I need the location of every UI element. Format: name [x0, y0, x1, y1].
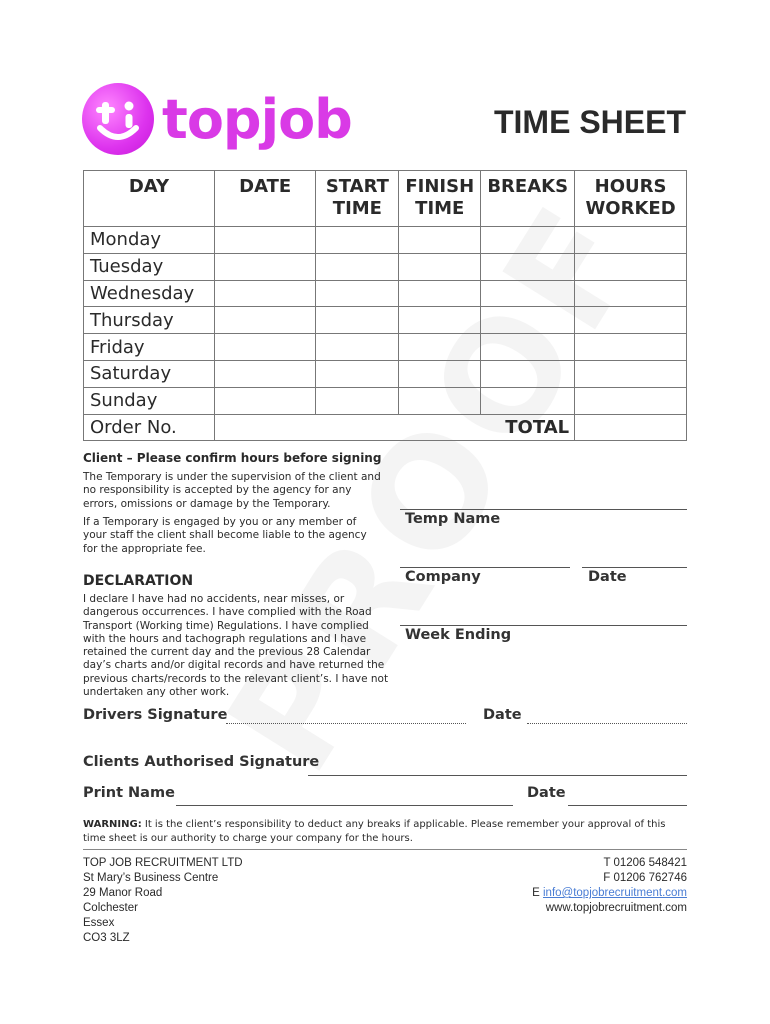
date-cell[interactable]	[214, 280, 316, 307]
temp-name-top-line	[400, 509, 687, 510]
hours-worked-cell[interactable]	[575, 360, 687, 387]
address-line: Essex	[83, 917, 115, 929]
table-row-order	[84, 414, 687, 441]
table-row	[84, 307, 687, 334]
print-name-label: Print Name	[83, 785, 175, 801]
breaks-cell[interactable]	[481, 307, 575, 334]
print-date-field[interactable]	[568, 805, 687, 806]
header-breaks: BREAKS	[481, 171, 575, 227]
page-title: TIME SHEET	[493, 104, 686, 140]
header-hours-worked: HOURS WORKED	[575, 171, 687, 227]
footer-divider	[83, 849, 687, 850]
day-label: Monday	[84, 227, 215, 254]
day-label: Thursday	[84, 307, 215, 334]
header-start-time: START TIME	[316, 171, 399, 227]
footer-address	[83, 856, 243, 946]
total-hours-cell[interactable]	[575, 414, 687, 441]
email-link[interactable]: info@topjobrecruitment.com	[543, 887, 687, 899]
week-ending-field[interactable]	[400, 625, 687, 626]
logo-wordmark: topjob	[162, 88, 352, 151]
breaks-cell[interactable]	[481, 334, 575, 361]
table-row	[84, 280, 687, 307]
temp-name-label: Temp Name	[405, 511, 501, 527]
company-field[interactable]	[400, 567, 570, 568]
date-cell[interactable]	[214, 387, 316, 414]
email-line: E info@topjobrecruitment.com	[532, 887, 687, 899]
time-sheet-table	[83, 170, 687, 441]
header-finish-time: FINISH TIME	[399, 171, 481, 227]
day-label: Wednesday	[84, 280, 215, 307]
footer-contact	[532, 856, 687, 916]
declaration-text: I declare I have had no accidents, near misses, or dangerous occurrences. I have complied with the Road Transport (Working time) Regulations. I have complied with the hours and tachograph regulations and I have retained the current day and the previous 28 Calendar day’s charts and/or digital records and have returned the previous charts/records to the relevant client’s. I have not undertaken any other work.	[83, 593, 389, 699]
breaks-cell[interactable]	[481, 387, 575, 414]
order-no-label: Order No.	[84, 414, 215, 441]
table-header-row	[84, 171, 687, 227]
address-postcode: CO3 3LZ	[83, 932, 130, 944]
hours-worked-cell[interactable]	[575, 280, 687, 307]
smiley-icon	[82, 80, 154, 158]
declaration-heading: DECLARATION	[83, 573, 194, 589]
address-line: Colchester	[83, 902, 138, 914]
header-date: DATE	[214, 171, 316, 227]
finish-time-cell[interactable]	[399, 334, 481, 361]
client-paragraph-1: The Temporary is under the supervision of the client and no responsibility is accepted by the agency for any errors, omissions or damage by the Temporary.	[83, 471, 381, 510]
week-ending-label: Week Ending	[405, 627, 512, 643]
hours-worked-cell[interactable]	[575, 253, 687, 280]
header-day: DAY	[84, 171, 215, 227]
day-label: Sunday	[84, 387, 215, 414]
table-row	[84, 387, 687, 414]
table-row	[84, 360, 687, 387]
company-label: Company	[405, 569, 481, 585]
address-line: 29 Manor Road	[83, 887, 163, 899]
warning-text: WARNING: It is the client’s responsibility to deduct any breaks if applicable. Please remember your approval of this time sheet is our authority to charge your company for the hours.	[83, 819, 666, 844]
start-time-cell[interactable]	[316, 307, 399, 334]
date-label: Date	[588, 569, 627, 585]
clients-signature-label: Clients Authorised Signature	[83, 754, 320, 770]
start-time-cell[interactable]	[316, 280, 399, 307]
day-label: Friday	[84, 334, 215, 361]
print-name-field[interactable]	[176, 805, 513, 806]
finish-time-cell[interactable]	[399, 307, 481, 334]
finish-time-cell[interactable]	[399, 280, 481, 307]
table-row	[84, 227, 687, 254]
drivers-signature-field[interactable]	[226, 723, 466, 724]
hours-worked-cell[interactable]	[575, 227, 687, 254]
topjob-logo	[82, 80, 352, 160]
date-cell[interactable]	[214, 307, 316, 334]
breaks-cell[interactable]	[481, 227, 575, 254]
start-time-cell[interactable]	[316, 227, 399, 254]
website[interactable]: www.topjobrecruitment.com	[545, 902, 687, 914]
start-time-cell[interactable]	[316, 334, 399, 361]
breaks-cell[interactable]	[481, 280, 575, 307]
start-time-cell[interactable]	[316, 387, 399, 414]
date-cell[interactable]	[214, 227, 316, 254]
warning-label: WARNING:	[83, 819, 142, 830]
clients-signature-field[interactable]	[308, 775, 687, 776]
date-cell[interactable]	[214, 334, 316, 361]
date-cell[interactable]	[214, 360, 316, 387]
date-cell[interactable]	[214, 253, 316, 280]
address-line: St Mary’s Business Centre	[83, 872, 219, 884]
breaks-cell[interactable]	[481, 253, 575, 280]
client-paragraph-2: If a Temporary is engaged by you or any member of your staff the client shall become liable to the agency for the appropriate fee.	[83, 516, 367, 555]
date-field[interactable]	[582, 567, 687, 568]
finish-time-cell[interactable]	[399, 387, 481, 414]
table-row	[84, 253, 687, 280]
hours-worked-cell[interactable]	[575, 307, 687, 334]
fax: F 01206 762746	[603, 872, 687, 884]
breaks-cell[interactable]	[481, 360, 575, 387]
print-date-label: Date	[527, 785, 566, 801]
company-name: TOP JOB RECRUITMENT LTD	[83, 857, 243, 869]
start-time-cell[interactable]	[316, 360, 399, 387]
finish-time-cell[interactable]	[399, 253, 481, 280]
client-heading: Client – Please confirm hours before signing	[83, 451, 382, 465]
table-row	[84, 334, 687, 361]
finish-time-cell[interactable]	[399, 227, 481, 254]
drivers-signature-label: Drivers Signature	[83, 707, 228, 723]
start-time-cell[interactable]	[316, 253, 399, 280]
finish-time-cell[interactable]	[399, 360, 481, 387]
drivers-date-field[interactable]	[527, 723, 687, 724]
day-label: Saturday	[84, 360, 215, 387]
hours-worked-cell[interactable]	[575, 334, 687, 361]
hours-worked-cell[interactable]	[575, 387, 687, 414]
drivers-date-label: Date	[483, 707, 522, 723]
total-label: TOTAL	[214, 414, 574, 441]
day-label: Tuesday	[84, 253, 215, 280]
phone: T 01206 548421	[603, 857, 687, 869]
